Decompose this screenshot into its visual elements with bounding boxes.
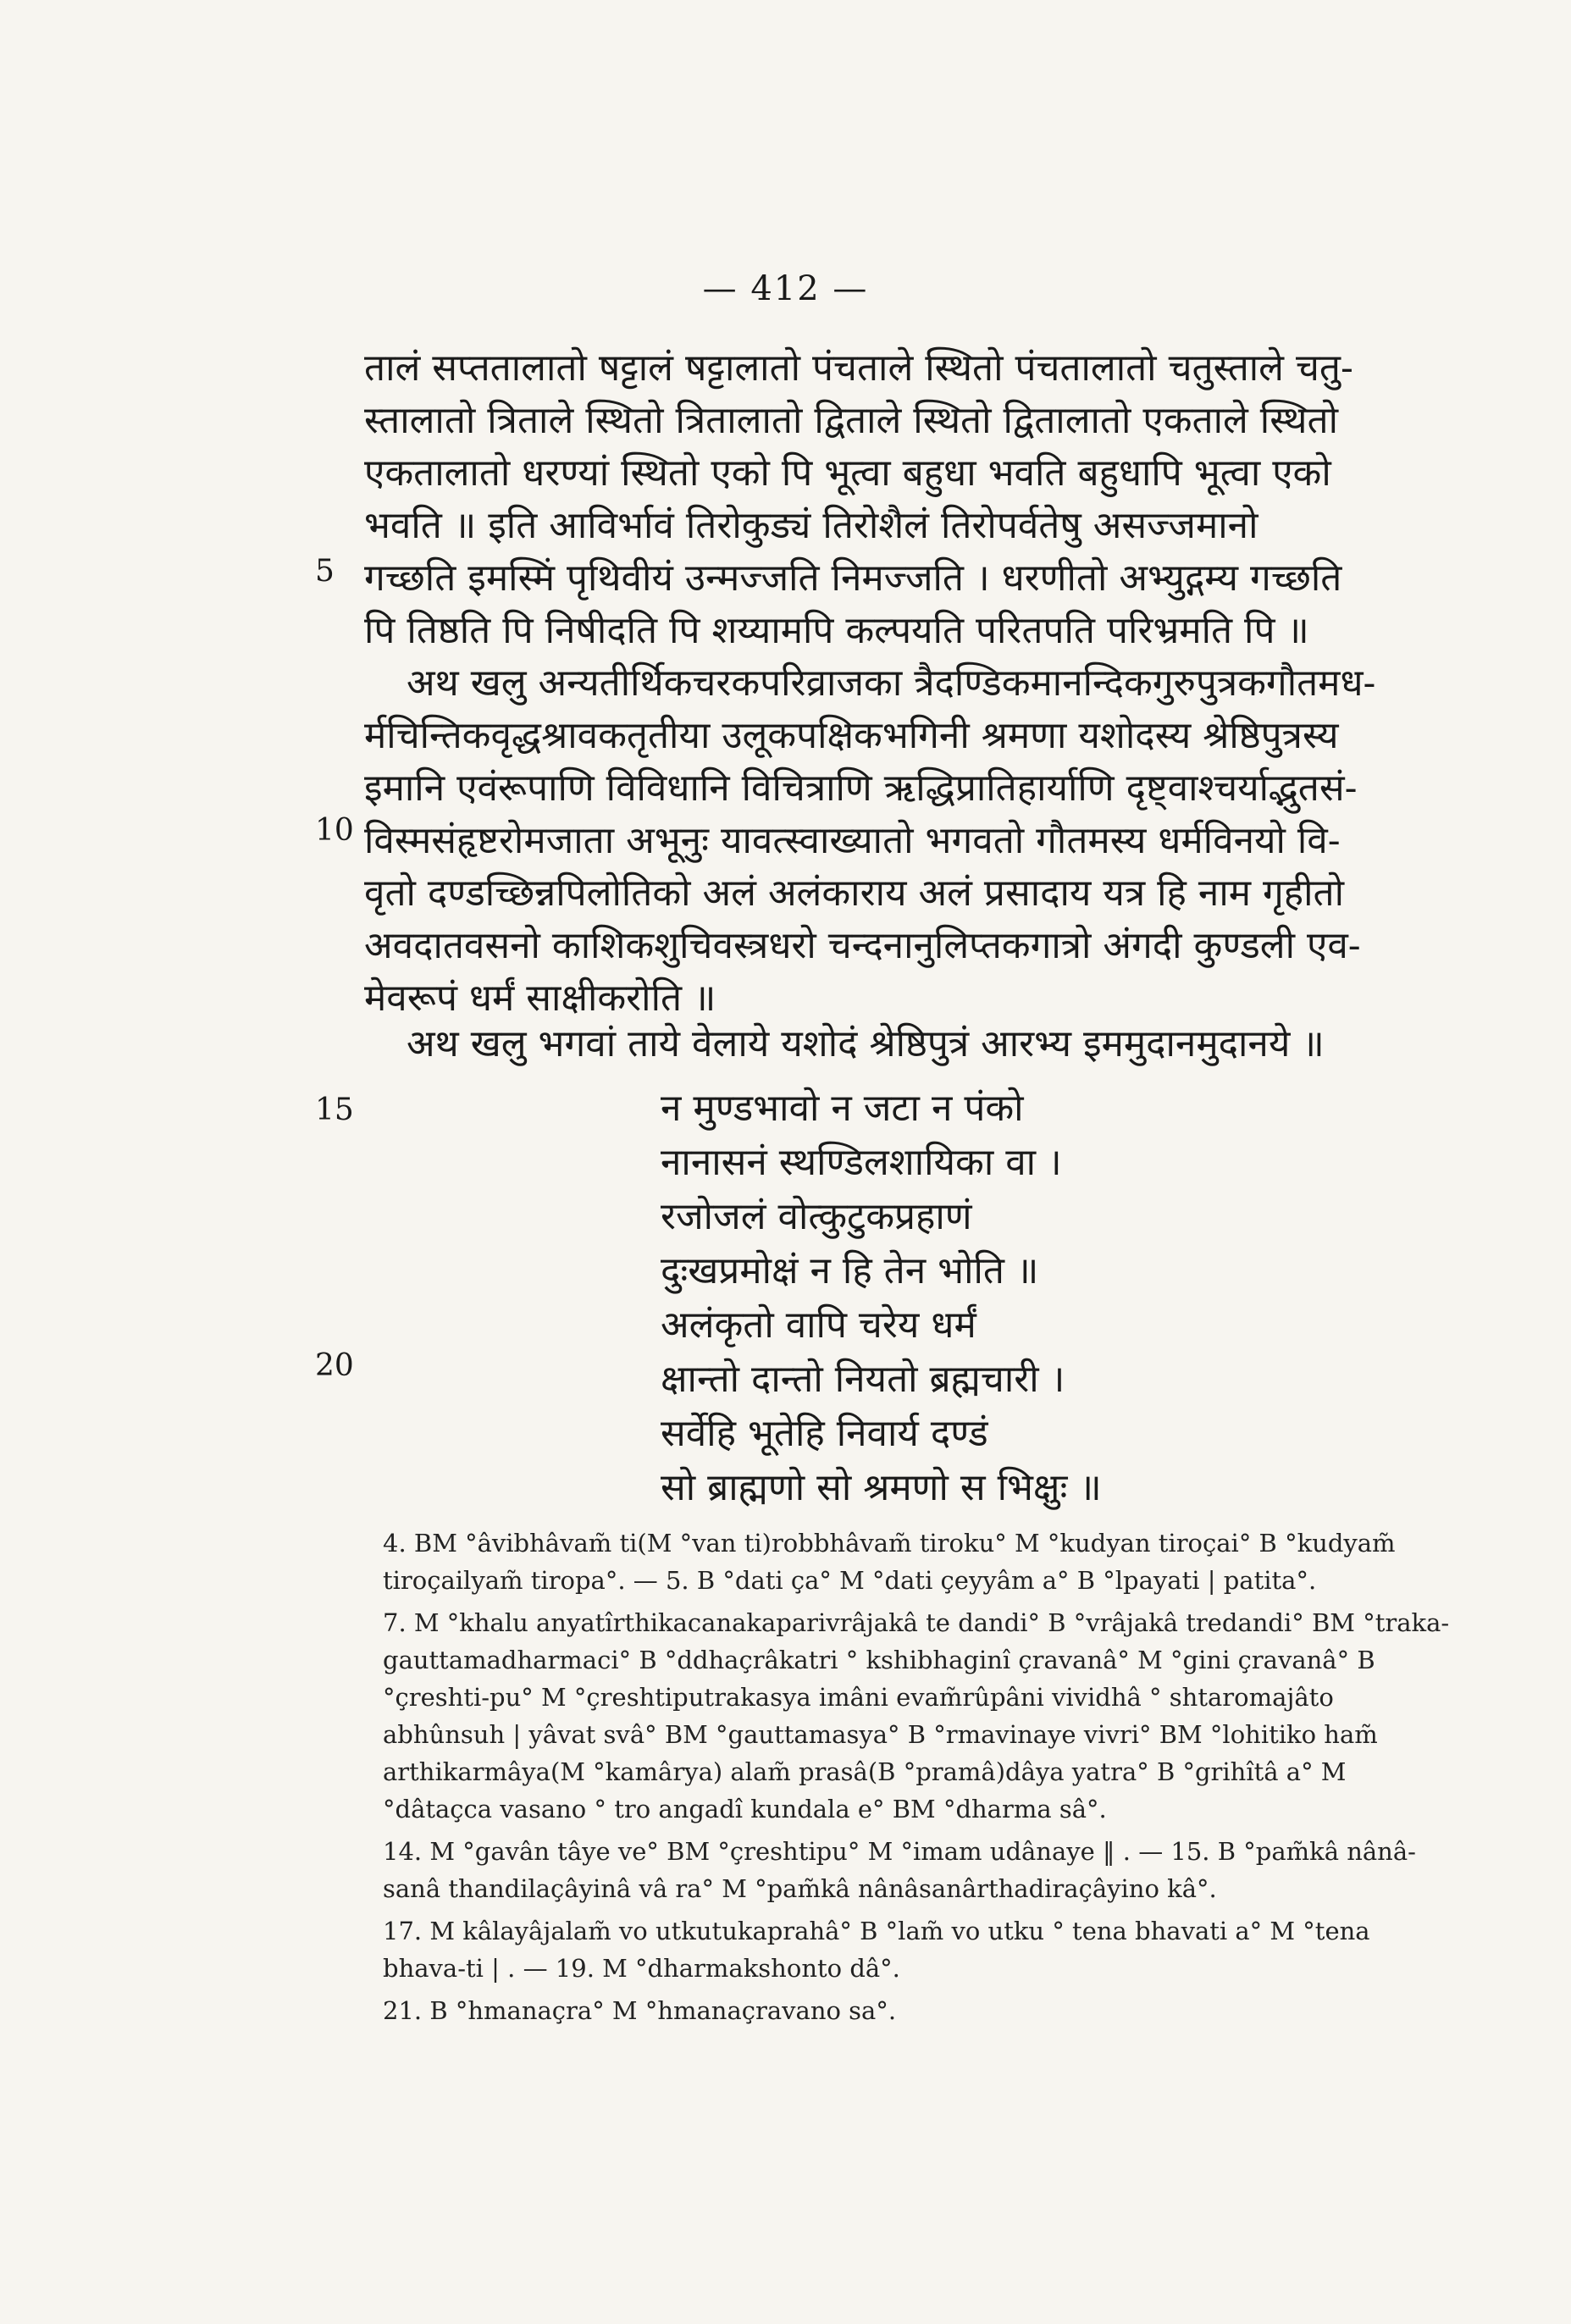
line-number: 20 [315,1348,354,1383]
text-line: अथ खलु अन्यतीर्थिकचरकपरिव्राजका त्रैदण्डिकमानन्दिकगुरुपुत्रकगौतमध- [407,661,1376,705]
verse-line: रजोजलं वोत्कुटुकप्रहाणं [661,1195,972,1238]
verse-line: न मुण्डभावो न जटा न पंको [661,1087,1024,1130]
verse-line: क्षान्तो दान्तो नियतो ब्रह्मचारी । [661,1358,1065,1401]
text-line: तालं सप्ततालातो षट्टालं षट्टालातो पंचताले स्थितो पंचतालातो चतुस्ताले चतु- [364,346,1353,390]
footnote: 7. M °khalu anyatîrthikacanakaparivrâjakâ te dandi° B °vrâjakâ tredandi° BM °traka-gauttamadharmaci° B °ddhaçrâkatri ° kshibhaginî çravanâ° M °gini çravanâ° B °çreshti-pu° M °çreshtiputrakasya imâni evam̃rûpâni vividhâ ° shtaromajâto abhûnsuh | yâvat svâ° BM °gauttamasya° B °rmavinaye vivri° BM °lohitiko ham̃ arthikarmâya(M °kamârya) alam̃ prasâ(B °pramâ)dâya yatra° B °grihîtâ a° M °dâtaçca vasano ° tro angadî kundala e° BM °dharma sâ°. [383,1608,1450,1823]
text-line: एकतालातो धरण्यां स्थितो एको पि भूत्वा बहुधा भवति बहुधापि भूत्वा एको [364,451,1331,495]
text-line: इमानि एवंरूपाणि विविधानि विचित्राणि ऋद्धिप्रातिहार्याणि दृष्ट्वाश्चर्याद्भुतसं- [364,766,1358,810]
footnote: 4. BM °âvibhâvam̃ ti(M °van ti)robbhâvam̃ tiroku° M °kudyan tiroçai° B °kudyam̃ tiroçailyam̃ tiropa°. — 5. B °dati ça° M °dati çeyyâm a° B °lpayati | patita°. [383,1529,1396,1595]
footnote: 21. B °hmanaçra° M °hmanaçravano sa°. [383,1996,897,2025]
verse-line: सर्वेहि भूतेहि निवार्य दण्डं [661,1412,988,1455]
text-line: वृतो दण्डच्छिन्नपिलोतिको अलं अलंकाराय अलं प्रसादाय यत्र हि नाम गृहीतो [364,872,1345,915]
text-line: र्मचिन्तिकवृद्धश्रावकतृतीया उलूकपक्षिकभगिनी श्रमणा यशोदस्य श्रेष्ठिपुत्रस्य [364,714,1339,757]
verse-line: दुःखप्रमोक्षं न हि तेन भोति ॥ [661,1249,1039,1292]
verse-line: अलंकृतो वापि चरेय धर्मं [661,1303,976,1347]
prose-block-1 [364,346,1465,661]
verse-line: सो ब्राह्मणो सो श्रमणो स भिक्षुः ॥ [661,1466,1102,1509]
footnote: 14. M °gavân tâye ve° BM °çreshtipu° M °imam udânaye ‖ . — 15. B °pam̃kâ nânâ-sanâ thandilaçâyinâ vâ ra° M °pam̃kâ nânâsanârthadiraçâyino kâ°. [383,1837,1416,1903]
page-number: — 412 — [702,269,869,308]
prose-block-2 [364,661,1465,1028]
text-line: पि तिष्ठति पि निषीदति पि शय्यामपि कल्पयति परितपति परिभ्रमति पि ॥ [364,609,1309,652]
text-line: अथ खलु भगवां ताये वेलाये यशोदं श्रेष्ठिपुत्रं आरभ्य इममुदानमुदानये ॥ [407,1022,1325,1065]
text-line: भवति ॥ इति आविर्भावं तिरोकुड्यं तिरोशैलं तिरोपर्वतेषु असज्जमानो [364,504,1258,547]
line-number: 15 [315,1093,354,1127]
verse-line: नानासनं स्थण्डिलशायिका वा । [661,1141,1062,1184]
text-line: स्तालातो त्रिताले स्थितो त्रितालातो द्विताले स्थितो द्वितालातो एकताले स्थितो [364,399,1339,442]
text-line: मेवरूपं धर्मं साक्षीकरोति ॥ [364,977,716,1020]
verse-block [661,1086,1423,1519]
line-number: 5 [315,554,335,589]
footnote: 17. M kâlayâjalam̃ vo utkutukaprahâ° B °lam̃ vo utku ° tena bhavati a° M °tena bhava-ti | . — 19. M °dharmakshonto dâ°. [383,1917,1370,1983]
line-number: 10 [315,813,354,848]
prose-block-3 [364,1021,1465,1074]
text-line: विस्मसंहृष्टरोमजाता अभूनुः यावत्स्वाख्यातो भगवतो गौतमस्य धर्मविनयो वि- [364,819,1341,862]
footnotes [364,1524,1457,2034]
text-line: गच्छति इमस्मिं पृथिवीयं उन्मज्जति निमज्जति । धरणीतो अभ्युद्गम्य गच्छति [364,556,1342,600]
text-line: अवदातवसनो काशिकशुचिवस्त्रधरो चन्दनानुलिप्तकगात्रो अंगदी कुण्डली एव- [364,924,1361,967]
